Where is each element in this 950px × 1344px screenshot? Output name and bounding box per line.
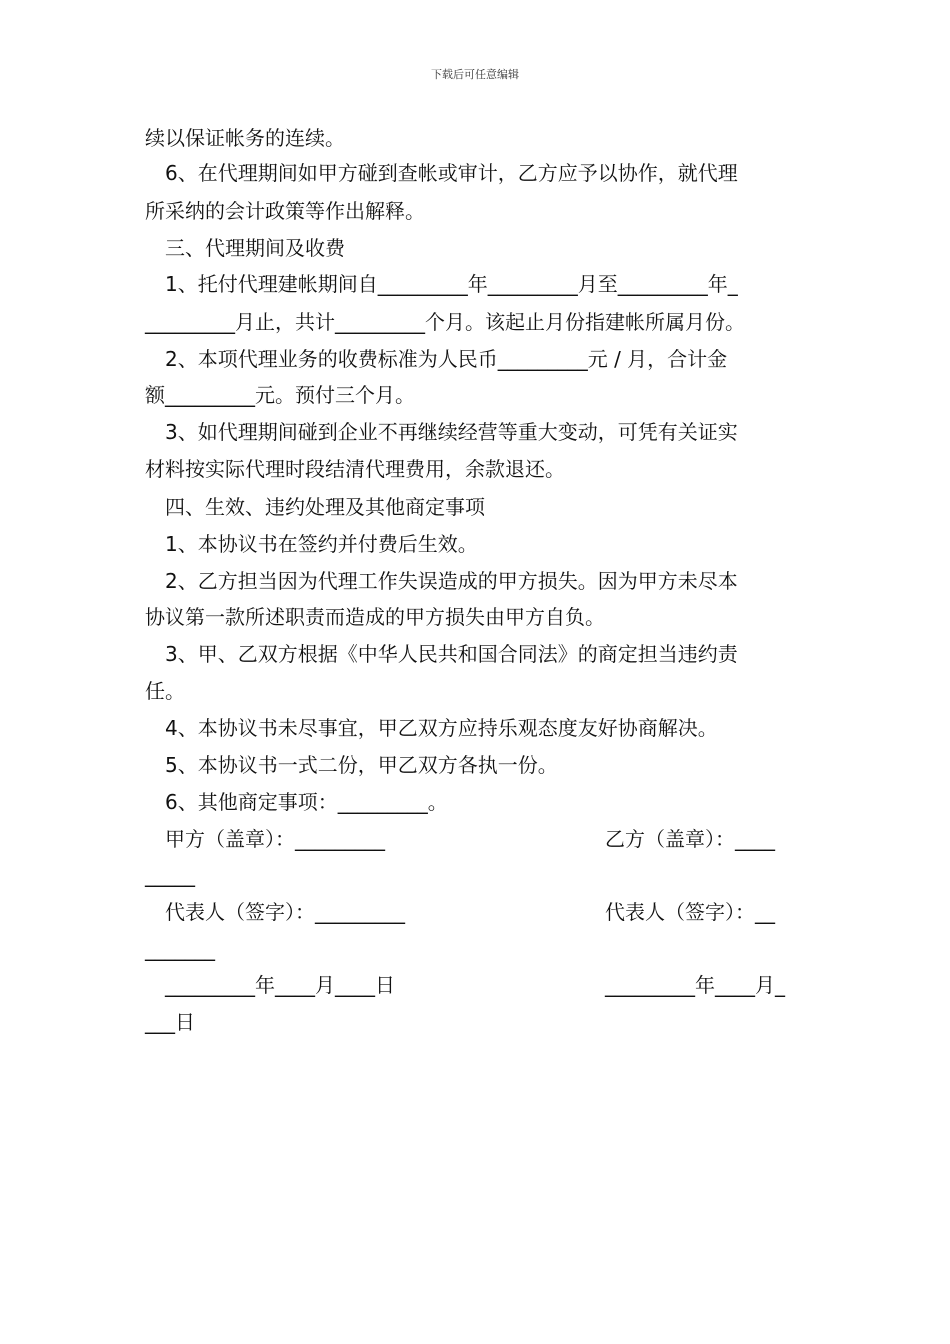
party-b-date: _________年____月_ (605, 973, 785, 997)
fee-clause-3-line-2: 材料按实际代理时段结清代理费用，余款退还。 (145, 457, 565, 481)
section-3-heading: 三、代理期间及收费 (165, 236, 345, 260)
fee-clause-3-line-1: 3、如代理期间碰到企业不再继续经营等重大变动，可凭有关证实 (165, 420, 738, 444)
party-b-representative-continued: _______ (145, 937, 215, 961)
party-a-date: _________年____月____日 (165, 973, 395, 997)
page-header: 下载后可任意编辑 (431, 68, 519, 81)
party-a-representative: 代表人（签字）：_________ (165, 900, 405, 924)
fee-clause-2-line-2: 额_________元。预付三个月。 (145, 383, 415, 407)
body-line: 续以保证帐务的连续。 (145, 126, 345, 150)
section-4-heading: 四、生效、违约处理及其他商定事项 (165, 495, 485, 519)
fee-clause-1-line-2: _________月止，共计_________个月。该起止月份指建帐所属月份。 (145, 310, 745, 334)
clause-6-line-2: 所采纳的会计政策等作出解释。 (145, 199, 425, 223)
effect-clause-6: 6、其他商定事项：_________。 (165, 790, 448, 814)
effect-clause-3-line-1: 3、甲、乙双方根据《中华人民共和国合同法》的商定担当违约责 (165, 642, 738, 666)
party-b-seal-continued: _____ (145, 863, 195, 887)
effect-clause-4: 4、本协议书未尽事宜，甲乙双方应持乐观态度友好协商解决。 (165, 716, 718, 740)
effect-clause-3-line-2: 任。 (145, 679, 185, 703)
effect-clause-5: 5、本协议书一式二份，甲乙双方各执一份。 (165, 753, 558, 777)
party-b-date-continued: ___日 (145, 1010, 195, 1034)
fee-clause-2-line-1: 2、本项代理业务的收费标准为人民币_________元 / 月，合计金 (165, 347, 728, 371)
clause-6-line-1: 6、在代理期间如甲方碰到查帐或审计，乙方应予以协作，就代理 (165, 161, 738, 185)
effect-clause-1: 1、本协议书在签约并付费后生效。 (165, 532, 478, 556)
effect-clause-2-line-1: 2、乙方担当因为代理工作失误造成的甲方损失。因为甲方未尽本 (165, 569, 738, 593)
party-b-representative: 代表人（签字）：__ (605, 900, 775, 924)
effect-clause-2-line-2: 协议第一款所述职责而造成的甲方损失由甲方自负。 (145, 605, 605, 629)
party-a-seal: 甲方（盖章）：_________ (165, 827, 385, 851)
fee-clause-1-line-1: 1、托付代理建帐期间自_________年_________月至_________年_ (165, 272, 738, 296)
party-b-seal: 乙方（盖章）：____ (605, 827, 775, 851)
